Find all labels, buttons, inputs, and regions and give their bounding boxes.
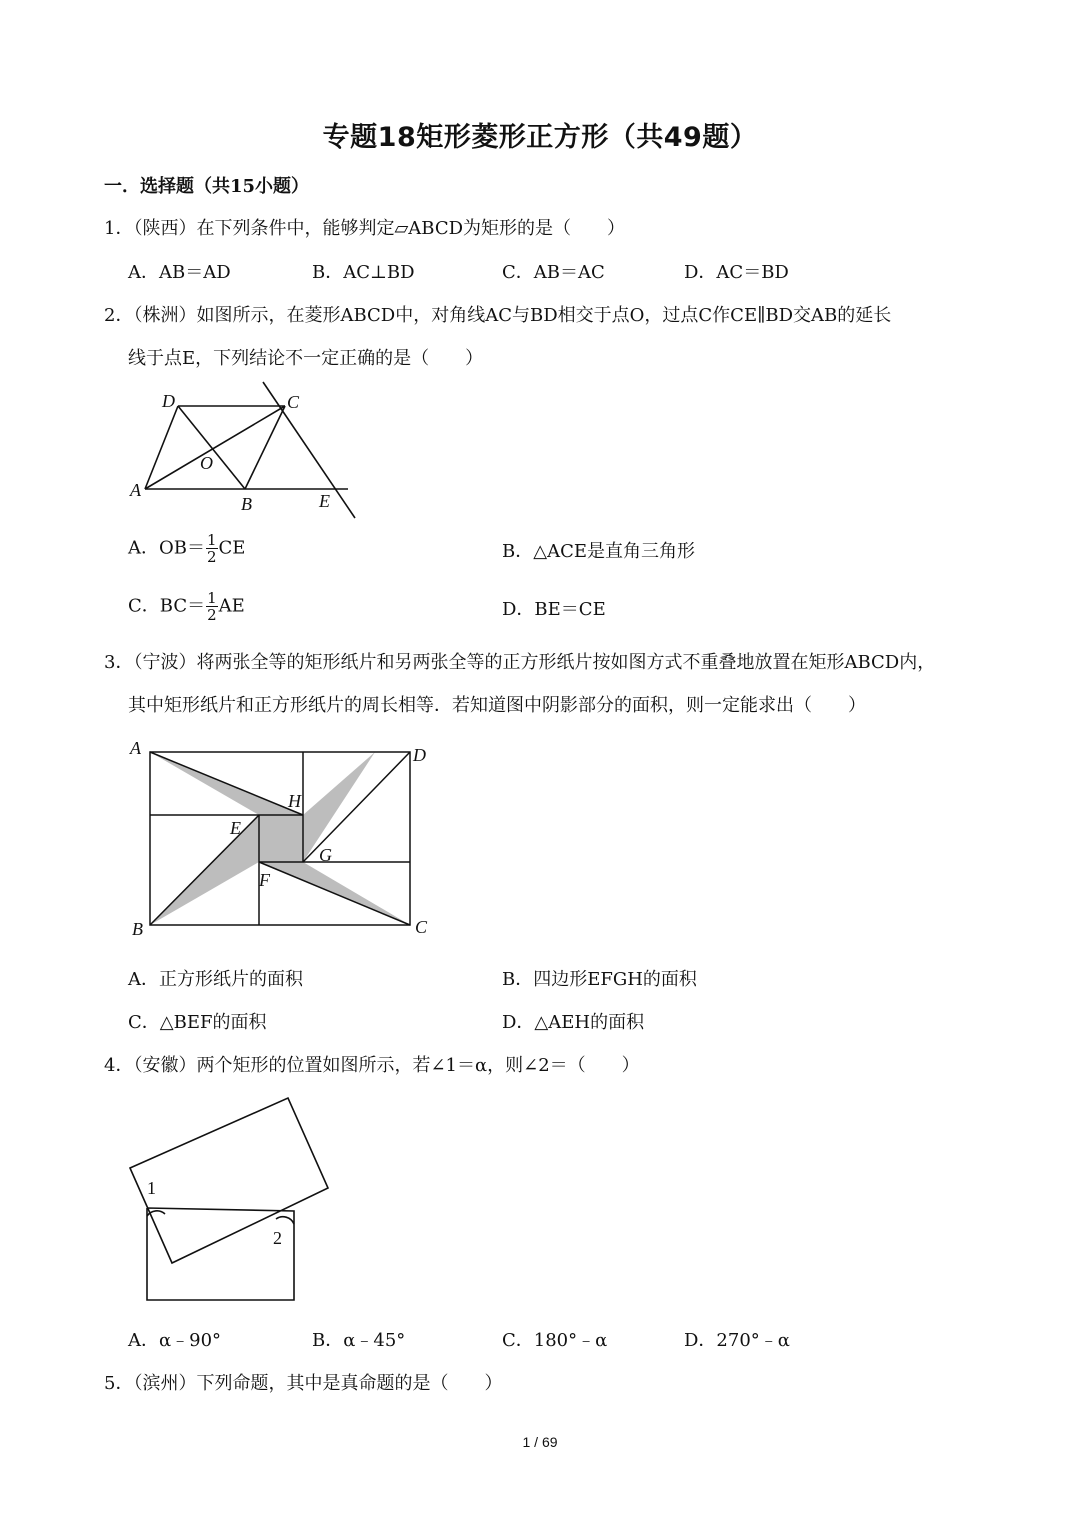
q1-option-d: D．AC＝BD — [684, 262, 789, 283]
q3-label-b: B — [132, 919, 143, 939]
q3-option-c: C．△BEF的面积 — [128, 1012, 267, 1033]
q3-label-a: A — [130, 738, 141, 758]
q2-option-a-fraction — [206, 532, 218, 565]
q2-label-e: E — [319, 491, 330, 511]
q3-option-d: D．△AEH的面积 — [502, 1012, 645, 1033]
page-number: 1 / 69 — [522, 1434, 558, 1450]
page-title: 专题18矩形菱形正方形（共49题） — [322, 122, 758, 153]
q2-label-o: O — [200, 453, 213, 473]
q3-label-c: C — [415, 917, 428, 937]
q2-option-d: D．BE＝CE — [502, 599, 606, 620]
q2-label-d: D — [162, 391, 175, 411]
q3-stem-line1: 3．（宁波）将两张全等的矩形纸片和另两张全等的正方形纸片按如图方式不重叠地放置在矩形ABCD内， — [104, 652, 936, 673]
q5-stem: 5．（滨州）下列命题，其中是真命题的是（ ） — [104, 1373, 503, 1394]
q1-option-c: C．AB＝AC — [502, 262, 605, 283]
q3-label-e: E — [230, 818, 241, 838]
fraction-denominator: 2 — [206, 548, 217, 566]
fraction-numerator: 1 — [206, 531, 217, 549]
q2-option-a-prefix: A．OB＝ — [128, 537, 205, 559]
q2-figure-rhombus — [120, 378, 370, 523]
q3-label-g: G — [319, 845, 332, 865]
q3-stem-line2: 其中矩形纸片和正方形纸片的周长相等．若知道图中阴影部分的面积，则一定能求出（ ） — [128, 695, 866, 716]
q3-option-a: A．正方形纸片的面积 — [128, 969, 303, 990]
q1-option-b: B．AC⊥BD — [312, 262, 415, 283]
section-heading: 一．选择题（共15小题） — [104, 176, 310, 197]
q1-option-a: A．AB＝AD — [128, 262, 231, 283]
q2-stem-line1: 2．（株洲）如图所示，在菱形ABCD中，对角线AC与BD相交于点O，过点C作CE∥BD交AB的延长 — [104, 305, 892, 326]
q2-option-b: B．△ACE是直角三角形 — [502, 541, 695, 562]
q3-label-h: H — [288, 791, 301, 811]
q3-figure-rectangle — [120, 735, 440, 945]
q2-label-a: A — [130, 480, 141, 500]
q2-label-b: B — [241, 494, 252, 514]
q4-angle-label-2: 2 — [273, 1228, 282, 1248]
q4-option-d: D．270°﹣α — [684, 1330, 790, 1351]
fraction-numerator: 1 — [207, 589, 217, 607]
q2-option-a — [128, 532, 245, 565]
q2-option-c — [128, 590, 245, 623]
q3-label-f: F — [259, 870, 270, 890]
q4-figure-two-rectangles — [120, 1088, 340, 1308]
q1-stem: 1．（陕西）在下列条件中，能够判定▱ABCD为矩形的是（ ） — [104, 218, 626, 239]
q2-option-c-prefix: C．BC＝ — [128, 595, 206, 617]
q2-label-c: C — [287, 392, 300, 412]
q3-option-b: B．四边形EFGH的面积 — [502, 969, 697, 990]
q2-option-a-suffix: CE — [218, 537, 246, 559]
q4-option-c: C．180°﹣α — [502, 1330, 608, 1351]
fraction-denominator: 2 — [207, 606, 217, 624]
q4-angle-label-1: 1 — [147, 1178, 156, 1198]
q4-option-b: B．α﹣45° — [312, 1330, 406, 1351]
q2-option-c-fraction — [206, 590, 218, 623]
q2-option-c-suffix: AE — [218, 595, 245, 617]
q4-stem: 4．（安徽）两个矩形的位置如图所示，若∠1＝α，则∠2＝（ ） — [104, 1055, 640, 1076]
q3-label-d: D — [413, 745, 426, 765]
q2-stem-line2: 线于点E，下列结论不一定正确的是（ ） — [128, 348, 484, 369]
q4-option-a: A．α﹣90° — [128, 1330, 222, 1351]
